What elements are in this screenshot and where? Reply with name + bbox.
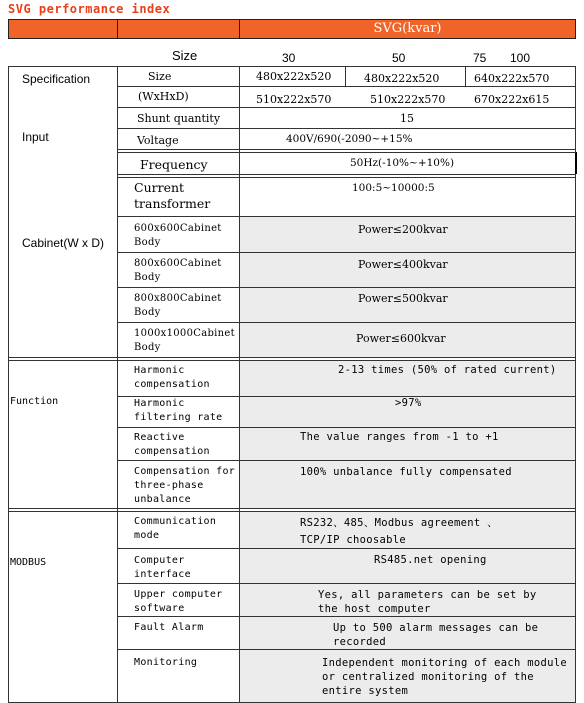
spec-shunt-value: 15: [400, 112, 414, 125]
spec-size-75: 640x222x570: [474, 72, 550, 85]
cabinet-600-value: Power≤200kvar: [358, 223, 448, 236]
cabinet-600-label: 600x600Cabinet Body: [134, 223, 222, 248]
size-75: 75: [473, 51, 487, 65]
spec-size-30: 480x222x520: [256, 70, 332, 83]
modbus-upper-software-value: Yes, all parameters can be set by the host computer: [318, 589, 537, 615]
modbus-fault-alarm-value: Up to 500 alarm messages can be recorded: [333, 622, 539, 648]
modbus-comm-mode-label: Communication mode: [134, 516, 217, 541]
input-ct-label: Current transformer: [134, 180, 211, 211]
cabinet-1000-label: 1000x1000Cabinet Body: [134, 328, 235, 353]
spec-wxhxd-50: 510x222x570: [370, 93, 446, 106]
cabinet-800x800-value: Power≤500kvar: [358, 292, 448, 305]
spec-wxhxd-30: 510x222x570: [256, 93, 332, 106]
size-100: 100: [510, 51, 531, 65]
modbus-computer-interface-label: Computer interface: [134, 555, 191, 580]
spec-shunt-label: Shunt quantity: [137, 112, 221, 125]
function-reactive-label: Reactive compensation: [134, 432, 210, 457]
modbus-fault-alarm-label: Fault Alarm: [134, 622, 204, 633]
group-modbus: MODBUS: [10, 557, 47, 568]
modbus-comm-mode-value: RS232、485、Modbus agreement 、TCP/IP choosable: [300, 517, 498, 546]
document-title: SVG performance index: [8, 2, 171, 16]
spec-size-label: Size: [148, 70, 172, 83]
header-svg-kvar: SVG(kvar): [239, 19, 576, 39]
input-ct-value: 100:5~10000:5: [352, 182, 435, 194]
group-specification: Specification: [22, 72, 91, 86]
input-frequency-value: 50Hz(-10%~+10%): [350, 157, 455, 169]
function-filter-rate-label: Harmonic filtering rate: [134, 398, 223, 423]
header-cell-blank-2: [117, 19, 240, 39]
function-harmonic-comp-value: 2-13 times (50% of rated current): [338, 364, 557, 376]
size-row-label: Size: [172, 48, 198, 63]
modbus-upper-software-label: Upper computer software: [134, 589, 223, 614]
input-voltage-label: Voltage: [137, 134, 179, 147]
group-cabinet: Cabinet(W x D): [22, 236, 105, 250]
input-frequency-label: Frequency: [140, 157, 208, 172]
cabinet-800x600-label: 800x600Cabinet Body: [134, 258, 222, 283]
size-30: 30: [282, 51, 296, 65]
cabinet-800x800-label: 800x800Cabinet Body: [134, 293, 222, 318]
function-reactive-value: The value ranges from -1 to +1: [300, 431, 499, 443]
spec-wxhxd-label: (WxHxD): [138, 90, 189, 103]
cabinet-1000-value: Power≤600kvar: [356, 332, 446, 345]
group-function: Function: [10, 396, 59, 407]
modbus-monitoring-value: Independent monitoring of each module or centralized monitoring of the entire system: [322, 657, 567, 697]
function-unbalance-label: Compensation for three-phase unbalance: [134, 466, 236, 505]
spec-size-50: 480x222x520: [364, 72, 440, 85]
input-voltage-value: 400V/690(-2090~+15%: [286, 133, 413, 145]
group-input: Input: [22, 130, 49, 144]
function-filter-rate-value: >97%: [395, 397, 422, 409]
cabinet-800x600-value: Power≤400kvar: [358, 258, 448, 271]
modbus-monitoring-label: Monitoring: [134, 657, 198, 668]
function-unbalance-value: 100% unbalance fully compensated: [300, 466, 512, 478]
header-cell-blank-1: [8, 19, 118, 39]
spec-wxhxd-75: 670x222x615: [474, 93, 550, 106]
size-50: 50: [392, 51, 406, 65]
modbus-computer-interface-value: RS485.net opening: [374, 554, 487, 566]
function-harmonic-comp-label: Harmonic compensation: [134, 365, 210, 390]
